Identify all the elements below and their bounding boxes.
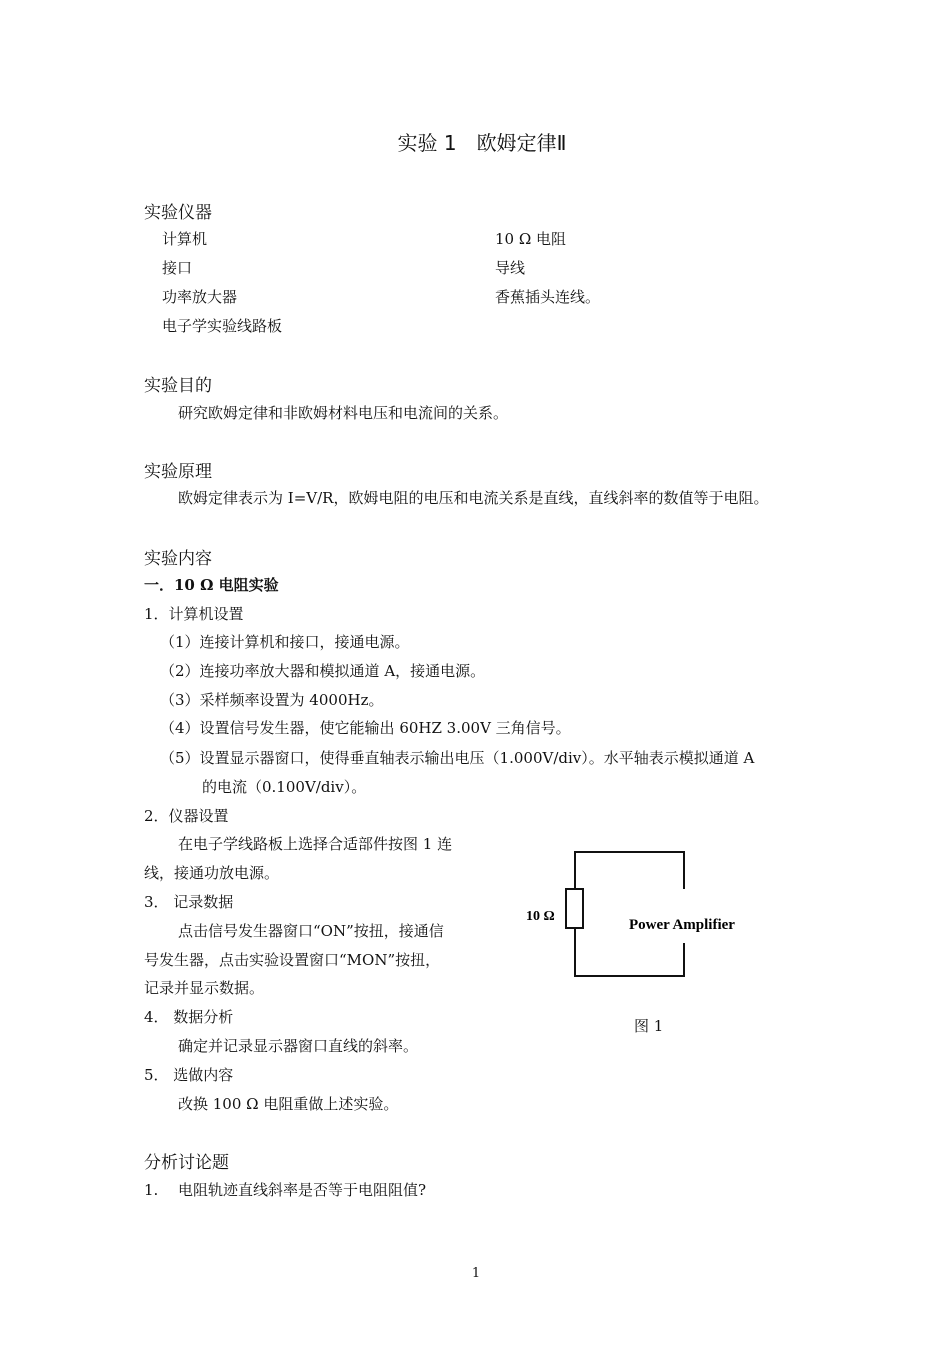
question-number: 1. <box>144 1181 159 1199</box>
step-heading: 5． 选做内容 <box>144 1066 234 1084</box>
resistor-symbol <box>566 889 583 928</box>
step-text: 记录并显示数据。 <box>144 979 265 997</box>
step-text: 改换 100 Ω 电阻重做上述实验。 <box>178 1095 399 1113</box>
step-item: （1）连接计算机和接口，接通电源。 <box>160 633 410 651</box>
section-heading-instruments: 实验仪器 <box>144 203 212 223</box>
section-heading-content: 实验内容 <box>144 549 212 569</box>
step-item: （2）连接功率放大器和模拟通道 A，接通电源。 <box>160 662 486 680</box>
section-heading-principle: 实验原理 <box>144 462 212 482</box>
instrument-item: 10 Ω 电阻 <box>495 230 567 248</box>
step-item-continuation: 的电流（0.100V/div）。 <box>202 778 367 796</box>
principle-text: 欧姆定律表示为 I=V/R，欧姆电阻的电压和电流关系是直线，直线斜率的数值等于电阻。 <box>178 489 769 507</box>
step-heading: 4． 数据分析 <box>144 1008 234 1026</box>
power-amplifier-label: Power Amplifier <box>629 917 735 933</box>
question-text: 电阻轨迹直线斜率是否等于电阻阻值? <box>178 1181 427 1199</box>
instrument-item: 香蕉插头连线。 <box>495 288 601 306</box>
step-text: 号发生器，点击实验设置窗口“MON”按扭， <box>144 951 441 969</box>
step-text: 线，接通功放电源。 <box>144 864 280 882</box>
section-heading-discussion: 分析讨论题 <box>144 1153 229 1173</box>
step-item: （4）设置信号发生器，使它能输出 60HZ 3.00V 三角信号。 <box>160 719 571 737</box>
step-heading: 1．计算机设置 <box>144 605 244 623</box>
section-heading-purpose: 实验目的 <box>144 376 212 396</box>
circuit-diagram <box>520 845 780 985</box>
resistor-label: 10 Ω <box>526 909 555 924</box>
figure-caption: 图 1 <box>634 1017 664 1035</box>
instrument-item: 计算机 <box>162 230 208 248</box>
circuit-wires <box>575 852 684 976</box>
step-item: （5）设置显示器窗口，使得垂直轴表示输出电压（1.000V/div）。水平轴表示模拟通道 A <box>160 749 755 767</box>
step-heading: 3． 记录数据 <box>144 893 234 911</box>
subsection-heading: 一．10 Ω 电阻实验 <box>144 576 279 594</box>
page-title: 实验 1 欧姆定律Ⅱ <box>397 131 567 155</box>
instrument-item: 导线 <box>495 259 526 277</box>
instrument-item: 接口 <box>162 259 193 277</box>
instrument-item: 电子学实验线路板 <box>162 317 283 335</box>
step-text: 在电子学线路板上选择合适部件按图 1 连 <box>178 835 453 853</box>
step-text: 确定并记录显示器窗口直线的斜率。 <box>178 1037 419 1055</box>
step-heading: 2．仪器设置 <box>144 807 229 825</box>
instrument-item: 功率放大器 <box>162 288 238 306</box>
step-text: 点击信号发生器窗口“ON”按扭，接通信 <box>178 922 444 940</box>
step-item: （3）采样频率设置为 4000Hz。 <box>160 691 384 709</box>
page-number: 1 <box>471 1266 481 1281</box>
purpose-text: 研究欧姆定律和非欧姆材料电压和电流间的关系。 <box>178 404 509 422</box>
